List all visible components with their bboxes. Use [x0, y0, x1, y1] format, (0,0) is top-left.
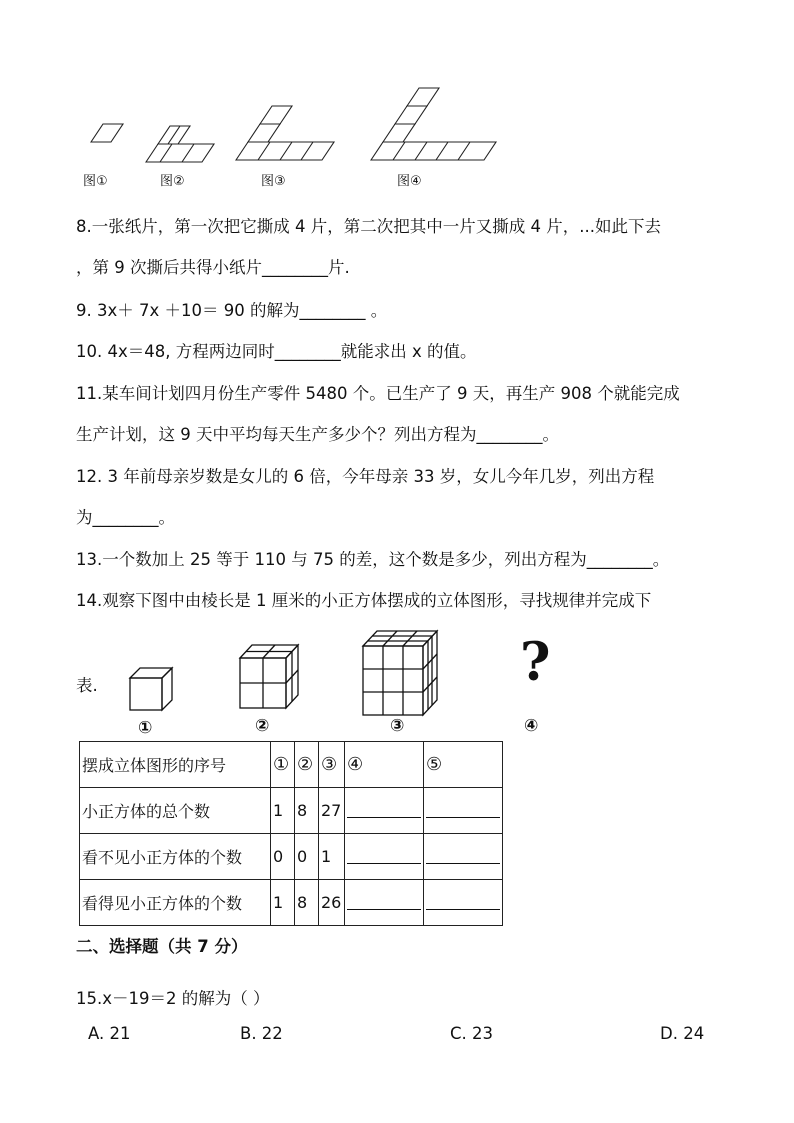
answer-blank[interactable] [424, 788, 503, 834]
figure-caption-3: 图③ [261, 174, 286, 189]
table-cell: 8 [295, 788, 319, 834]
question-8-line-2: ，第 9 次撕后共得小纸片________片. [76, 258, 350, 277]
table-header-cell: 摆成立体图形的序号 [80, 742, 271, 788]
question-12-line-2: 为________。 [76, 508, 175, 527]
option-a[interactable]: A. 21 [88, 1024, 131, 1043]
figure-caption-1: 图① [83, 174, 108, 189]
answer-blank[interactable] [345, 880, 424, 926]
table-header-cell: ⑤ [424, 742, 503, 788]
table-header-cell: ② [295, 742, 319, 788]
figure-caption-2: 图② [160, 174, 185, 189]
question-8-line-1: 8.一张纸片，第一次把它撕成 4 片，第二次把其中一片又撕成 4 片，...如此下去 [76, 217, 661, 236]
table-header-cell: ① [271, 742, 295, 788]
cube-count-table [79, 741, 503, 926]
cube-label-1: ① [138, 718, 153, 738]
question-10: 10. 4x＝48, 方程两边同时________就能求出 x 的值。 [76, 342, 477, 361]
answer-blank[interactable] [345, 788, 424, 834]
question-mark: ? [520, 632, 551, 693]
question-13: 13.一个数加上 25 等于 110 与 75 的差，这个数是多少，列出方程为________。 [76, 550, 670, 569]
table-row [80, 880, 503, 926]
table-header-row [80, 742, 503, 788]
table-row-label: 看不见小正方体的个数 [80, 834, 271, 880]
answer-blank[interactable] [424, 880, 503, 926]
question-15: 15.x－19＝2 的解为（ ） [76, 989, 270, 1008]
table-row-label: 看得见小正方体的个数 [80, 880, 271, 926]
question-9: 9. 3x＋ 7x ＋10＝ 90 的解为________ 。 [76, 301, 388, 320]
parallelogram-figures [70, 80, 510, 170]
cube-label-2: ② [255, 716, 270, 736]
section-2-title: 二、选择题（共 7 分） [76, 937, 248, 956]
question-14-line-1: 14.观察下图中由棱长是 1 厘米的小正方体摆成的立体图形，寻找规律并完成下 [76, 591, 652, 610]
table-header-cell: ③ [319, 742, 345, 788]
table-cell: 0 [271, 834, 295, 880]
table-cell: 26 [319, 880, 345, 926]
table-row [80, 834, 503, 880]
table-cell: 1 [271, 880, 295, 926]
option-c[interactable]: C. 23 [450, 1024, 494, 1043]
table-cell: 8 [295, 880, 319, 926]
option-b[interactable]: B. 22 [240, 1024, 283, 1043]
table-cell: 1 [271, 788, 295, 834]
table-cell: 1 [319, 834, 345, 880]
cube-label-3: ③ [390, 716, 405, 736]
table-cell: 27 [319, 788, 345, 834]
cube-figures [120, 618, 460, 718]
question-11-line-1: 11.某车间计划四月份生产零件 5480 个。已生产了 9 天，再生产 908 个就能完成 [76, 384, 680, 403]
table-cell: 0 [295, 834, 319, 880]
question-14-line-2: 表. [76, 676, 98, 695]
table-row-label: 小正方体的总个数 [80, 788, 271, 834]
answer-blank[interactable] [424, 834, 503, 880]
table-header-cell: ④ [345, 742, 424, 788]
option-d[interactable]: D. 24 [660, 1024, 705, 1043]
question-11-line-2: 生产计划，这 9 天中平均每天生产多少个？列出方程为________。 [76, 425, 559, 444]
cube-label-4: ④ [524, 716, 539, 736]
figure-caption-4: 图④ [397, 174, 422, 189]
table-row [80, 788, 503, 834]
answer-blank[interactable] [345, 834, 424, 880]
question-12-line-1: 12. 3 年前母亲岁数是女儿的 6 倍，今年母亲 33 岁，女儿今年几岁，列出方程 [76, 467, 655, 486]
